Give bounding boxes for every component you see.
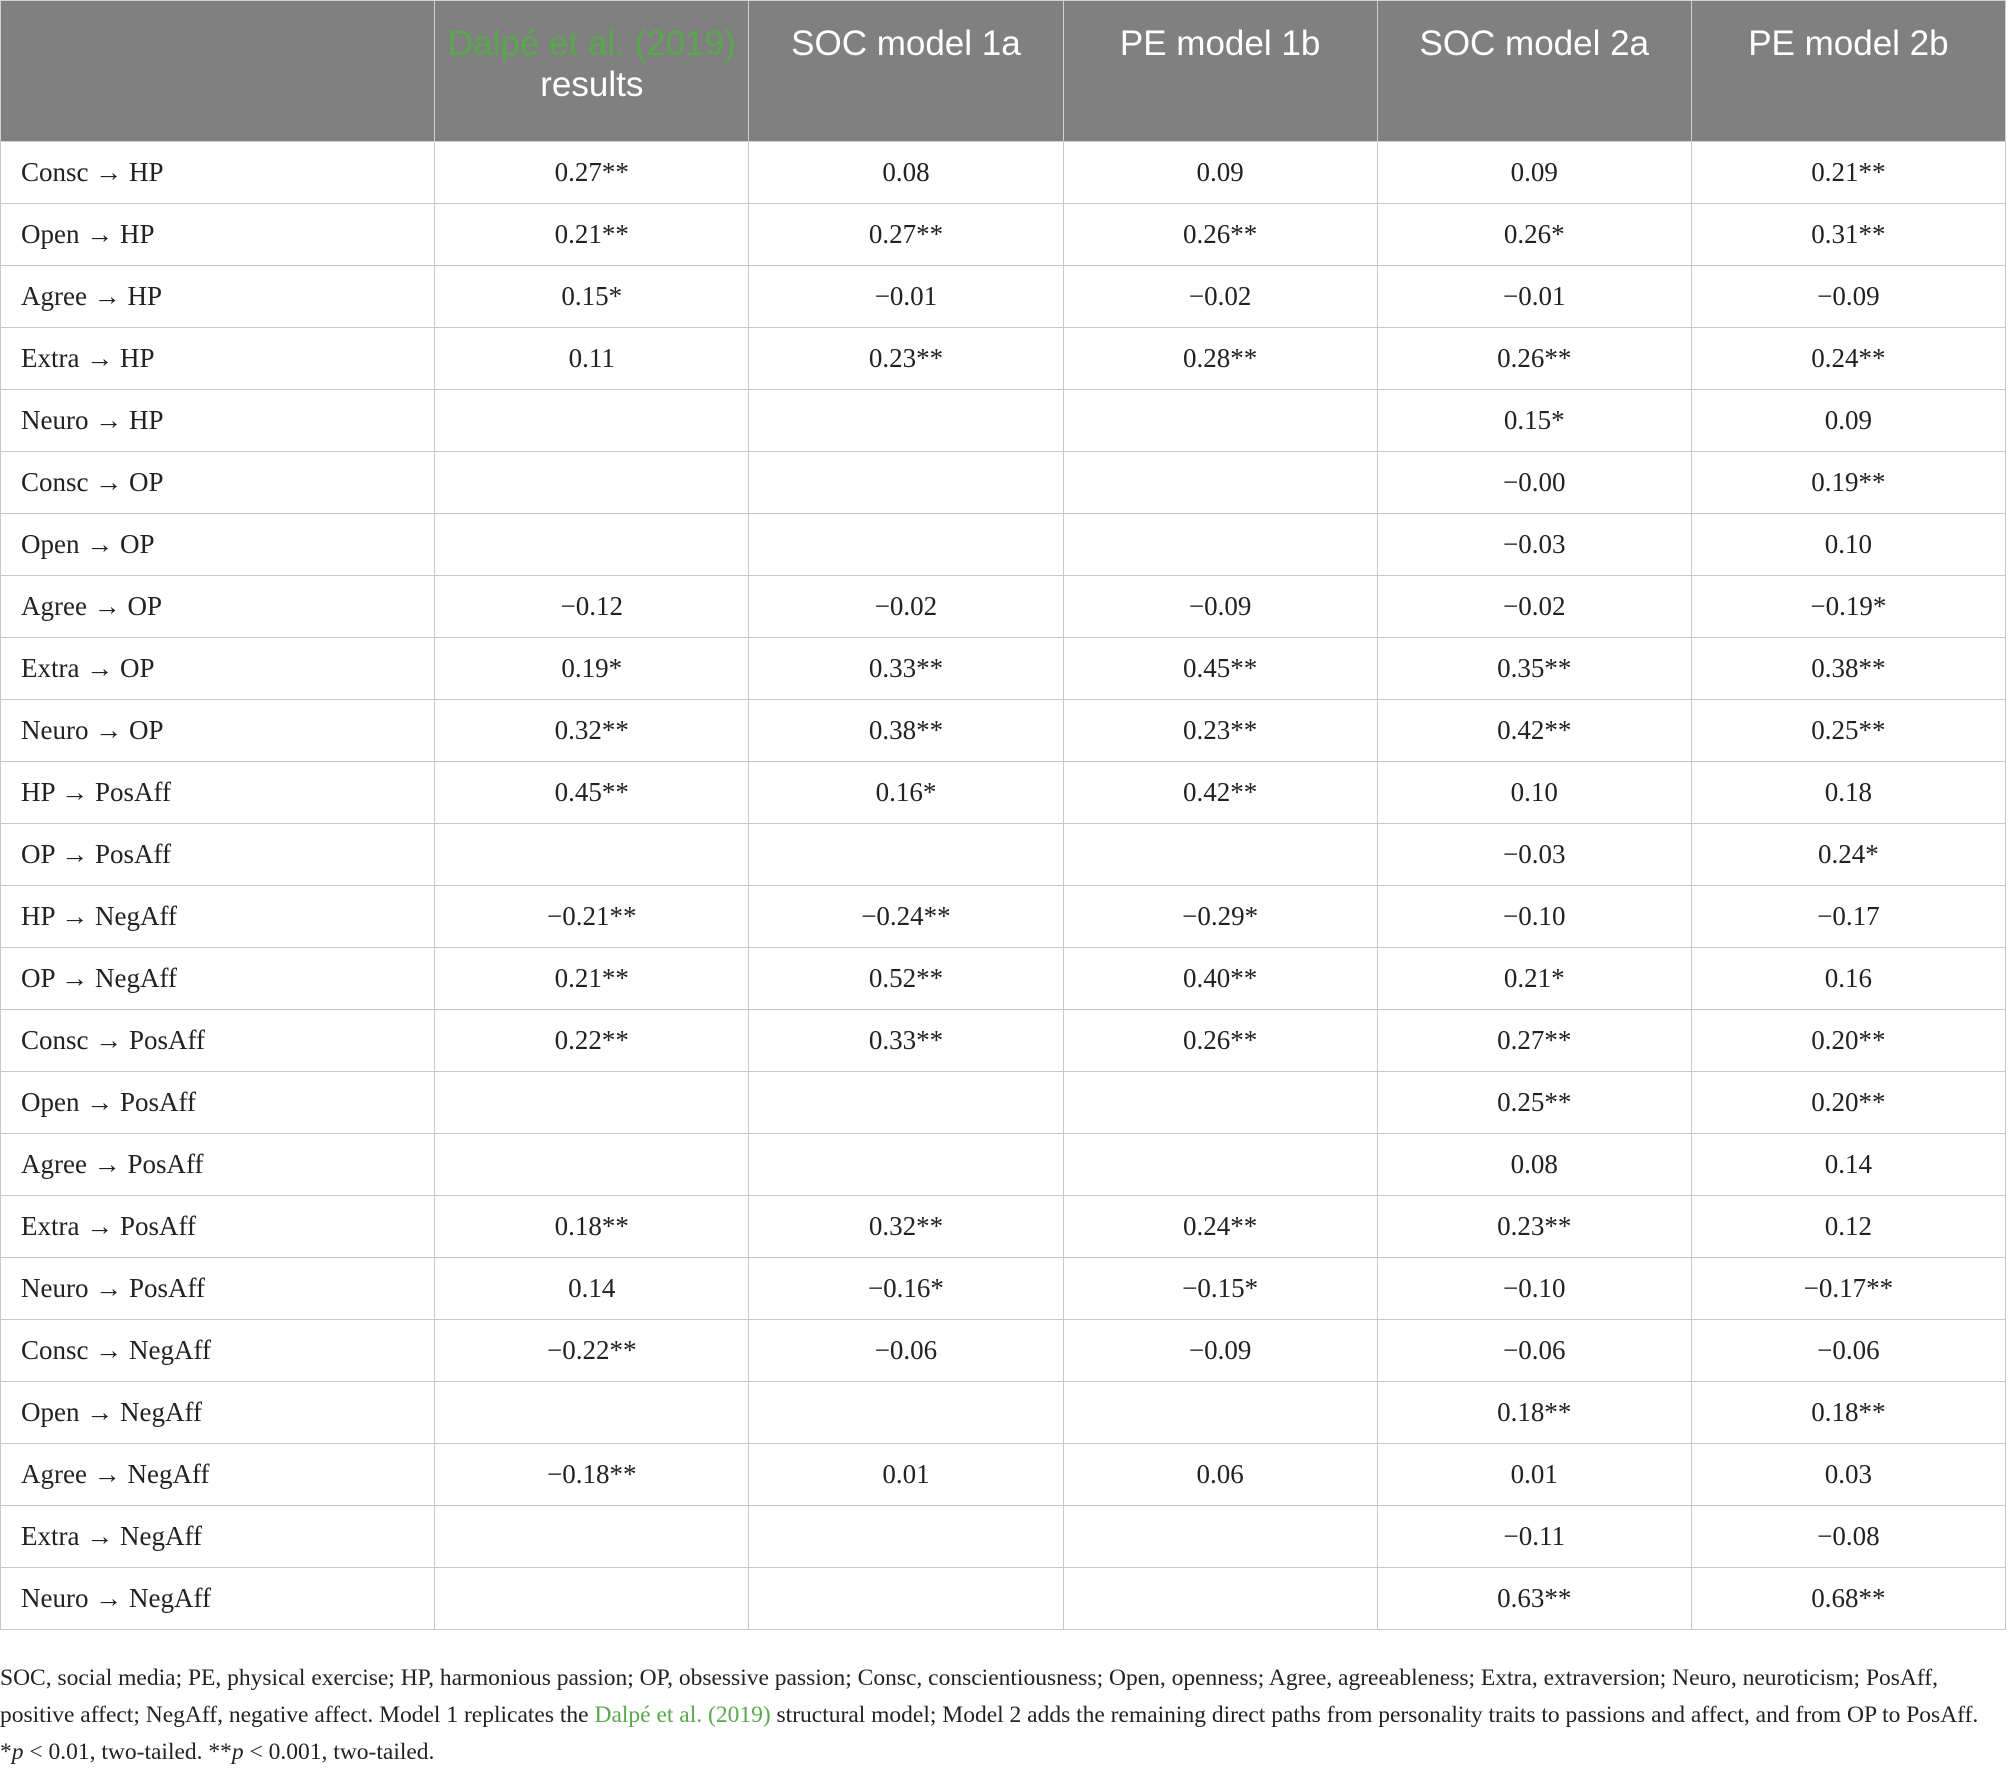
dalpe-value-cell: 0.45** (435, 762, 749, 824)
pe-1b-value-cell: −0.09 (1063, 576, 1377, 638)
dalpe-value-cell (435, 1382, 749, 1444)
dalpe-value-cell: 0.15* (435, 266, 749, 328)
soc-2a-value-cell: 0.63** (1377, 1568, 1691, 1630)
path-cell: Open → NegAff (1, 1382, 435, 1444)
path-cell: Open → HP (1, 204, 435, 266)
soc-2a-value-cell: 0.01 (1377, 1444, 1691, 1506)
dalpe-value-cell (435, 1506, 749, 1568)
table-row (1, 762, 2006, 824)
path-cell: Neuro → OP (1, 700, 435, 762)
pe-1b-value-cell: −0.02 (1063, 266, 1377, 328)
soc-2a-value-cell: 0.15* (1377, 390, 1691, 452)
dalpe-value-cell: −0.18** (435, 1444, 749, 1506)
soc-2a-value-cell: −0.10 (1377, 1258, 1691, 1320)
table-row (1, 1320, 2006, 1382)
footnote-significance-2: < 0.001, two-tailed. (243, 1739, 435, 1765)
soc-1a-value-cell: 0.52** (749, 948, 1063, 1010)
table-row (1, 886, 2006, 948)
soc-2a-value-cell: −0.11 (1377, 1506, 1691, 1568)
footnote-significance-1: < 0.01, two-tailed. ** (23, 1739, 232, 1765)
table-row (1, 142, 2006, 204)
table-row (1, 514, 2006, 576)
soc-2a-value-cell: 0.27** (1377, 1010, 1691, 1072)
soc-2a-value-cell: −0.00 (1377, 452, 1691, 514)
header-soc-model-2a: SOC model 2a (1377, 1, 1691, 142)
path-cell: Neuro → HP (1, 390, 435, 452)
path-cell: OP → PosAff (1, 824, 435, 886)
path-cell: HP → PosAff (1, 762, 435, 824)
path-cell: Extra → HP (1, 328, 435, 390)
dalpe-value-cell: 0.14 (435, 1258, 749, 1320)
soc-1a-value-cell: 0.32** (749, 1196, 1063, 1258)
soc-2a-value-cell: 0.35** (1377, 638, 1691, 700)
pe-2b-value-cell: −0.19* (1691, 576, 2005, 638)
soc-2a-value-cell: 0.25** (1377, 1072, 1691, 1134)
dalpe-value-cell: −0.22** (435, 1320, 749, 1382)
pe-1b-value-cell: −0.09 (1063, 1320, 1377, 1382)
soc-2a-value-cell: 0.21* (1377, 948, 1691, 1010)
pe-2b-value-cell: 0.18 (1691, 762, 2005, 824)
path-cell: OP → NegAff (1, 948, 435, 1010)
soc-1a-value-cell (749, 1506, 1063, 1568)
pe-1b-value-cell (1063, 1568, 1377, 1630)
pe-2b-value-cell: 0.18** (1691, 1382, 2005, 1444)
dalpe-value-cell: −0.12 (435, 576, 749, 638)
header-citation-link[interactable]: Dalpé et al. (2019) (447, 24, 736, 63)
soc-1a-value-cell: −0.06 (749, 1320, 1063, 1382)
header-pe-model-2b: PE model 2b (1691, 1, 2005, 142)
path-cell: Neuro → NegAff (1, 1568, 435, 1630)
dalpe-value-cell (435, 1072, 749, 1134)
soc-1a-value-cell (749, 1134, 1063, 1196)
table-row (1, 948, 2006, 1010)
pe-2b-value-cell: 0.24* (1691, 824, 2005, 886)
table-row (1, 1258, 2006, 1320)
path-cell: Extra → PosAff (1, 1196, 435, 1258)
pe-2b-value-cell: 0.20** (1691, 1010, 2005, 1072)
pe-2b-value-cell: 0.12 (1691, 1196, 2005, 1258)
pe-1b-value-cell: 0.24** (1063, 1196, 1377, 1258)
footnote-abbreviations: SOC, social media; PE, physical exercise; HP, harmonious passion; OP, obsessive passion; Consc, conscientiousness; Open, openness; Agree, agreeableness; Extra, extraversion; Neuro, neuroticism; PosAff, positive affect; NegAff, negative affect. Model 1 replicates the (0, 1665, 1938, 1728)
table-row (1, 1196, 2006, 1258)
table-row (1, 204, 2006, 266)
path-cell: Agree → OP (1, 576, 435, 638)
soc-1a-value-cell (749, 824, 1063, 886)
pe-2b-value-cell: −0.17 (1691, 886, 2005, 948)
pe-1b-value-cell (1063, 390, 1377, 452)
footnote-model-description: structural model; Model 2 adds the remaining direct paths from personality traits to passions and affect, and from OP to PosAff. * (0, 1702, 1979, 1765)
dalpe-value-cell: 0.21** (435, 204, 749, 266)
soc-2a-value-cell: −0.06 (1377, 1320, 1691, 1382)
pe-1b-value-cell: 0.40** (1063, 948, 1377, 1010)
soc-1a-value-cell (749, 1382, 1063, 1444)
soc-2a-value-cell: 0.09 (1377, 142, 1691, 204)
soc-1a-value-cell: 0.08 (749, 142, 1063, 204)
header-soc-model-1a: SOC model 1a (749, 1, 1063, 142)
table-row (1, 1444, 2006, 1506)
pe-1b-value-cell (1063, 1382, 1377, 1444)
pe-2b-value-cell: 0.38** (1691, 638, 2005, 700)
soc-1a-value-cell: 0.16* (749, 762, 1063, 824)
dalpe-value-cell: 0.21** (435, 948, 749, 1010)
dalpe-value-cell: 0.19* (435, 638, 749, 700)
soc-2a-value-cell: −0.10 (1377, 886, 1691, 948)
pe-1b-value-cell: 0.23** (1063, 700, 1377, 762)
path-cell: Extra → NegAff (1, 1506, 435, 1568)
soc-1a-value-cell: −0.16* (749, 1258, 1063, 1320)
pe-2b-value-cell: −0.06 (1691, 1320, 2005, 1382)
soc-2a-value-cell: 0.26** (1377, 328, 1691, 390)
path-cell: Consc → OP (1, 452, 435, 514)
table-row (1, 1382, 2006, 1444)
soc-2a-value-cell: −0.03 (1377, 514, 1691, 576)
table-header (1, 1, 2006, 142)
path-cell: Extra → OP (1, 638, 435, 700)
pe-1b-value-cell: 0.09 (1063, 142, 1377, 204)
pe-2b-value-cell: 0.10 (1691, 514, 2005, 576)
soc-2a-value-cell: 0.26* (1377, 204, 1691, 266)
soc-2a-value-cell: 0.18** (1377, 1382, 1691, 1444)
pe-2b-value-cell: 0.09 (1691, 390, 2005, 452)
soc-1a-value-cell: 0.27** (749, 204, 1063, 266)
table-row (1, 390, 2006, 452)
dalpe-value-cell (435, 452, 749, 514)
table-row (1, 266, 2006, 328)
dalpe-value-cell (435, 1568, 749, 1630)
footnote-p-symbol: p (11, 1739, 24, 1765)
soc-2a-value-cell: 0.08 (1377, 1134, 1691, 1196)
path-cell: Agree → HP (1, 266, 435, 328)
pe-1b-value-cell: 0.28** (1063, 328, 1377, 390)
dalpe-value-cell: 0.27** (435, 142, 749, 204)
footnote-citation-link[interactable]: Dalpé et al. (2019) (594, 1702, 771, 1728)
table-row (1, 576, 2006, 638)
pe-1b-value-cell (1063, 1072, 1377, 1134)
table-row (1, 328, 2006, 390)
pe-1b-value-cell: 0.06 (1063, 1444, 1377, 1506)
table-row (1, 700, 2006, 762)
path-cell: Agree → PosAff (1, 1134, 435, 1196)
dalpe-value-cell: −0.21** (435, 886, 749, 948)
header-row (1, 1, 2006, 142)
dalpe-value-cell: 0.18** (435, 1196, 749, 1258)
path-cell: Neuro → PosAff (1, 1258, 435, 1320)
pe-2b-value-cell: −0.17** (1691, 1258, 2005, 1320)
path-cell: HP → NegAff (1, 886, 435, 948)
soc-2a-value-cell: 0.10 (1377, 762, 1691, 824)
table-row (1, 824, 2006, 886)
header-pe-model-1b: PE model 1b (1063, 1, 1377, 142)
pe-1b-value-cell: 0.42** (1063, 762, 1377, 824)
pe-2b-value-cell: 0.03 (1691, 1444, 2005, 1506)
pe-2b-value-cell: 0.31** (1691, 204, 2005, 266)
table-row (1, 1506, 2006, 1568)
table-body (1, 142, 2006, 1630)
dalpe-value-cell (435, 390, 749, 452)
dalpe-value-cell: 0.11 (435, 328, 749, 390)
pe-1b-value-cell: 0.26** (1063, 204, 1377, 266)
table-row (1, 1568, 2006, 1630)
soc-2a-value-cell: 0.23** (1377, 1196, 1691, 1258)
dalpe-value-cell: 0.32** (435, 700, 749, 762)
soc-1a-value-cell (749, 390, 1063, 452)
pe-2b-value-cell: 0.68** (1691, 1568, 2005, 1630)
header-dalpe-results (435, 1, 749, 142)
soc-1a-value-cell: −0.02 (749, 576, 1063, 638)
table-row (1, 1010, 2006, 1072)
soc-1a-value-cell: 0.38** (749, 700, 1063, 762)
dalpe-value-cell (435, 824, 749, 886)
dalpe-value-cell (435, 1134, 749, 1196)
pe-2b-value-cell: −0.09 (1691, 266, 2005, 328)
pe-2b-value-cell: 0.20** (1691, 1072, 2005, 1134)
soc-1a-value-cell (749, 1072, 1063, 1134)
soc-1a-value-cell (749, 514, 1063, 576)
path-cell: Consc → HP (1, 142, 435, 204)
path-cell: Open → OP (1, 514, 435, 576)
pe-2b-value-cell: −0.08 (1691, 1506, 2005, 1568)
pe-1b-value-cell (1063, 824, 1377, 886)
pe-1b-value-cell: 0.26** (1063, 1010, 1377, 1072)
pe-1b-value-cell (1063, 514, 1377, 576)
pe-1b-value-cell (1063, 1506, 1377, 1568)
pe-1b-value-cell: 0.45** (1063, 638, 1377, 700)
pe-2b-value-cell: 0.21** (1691, 142, 2005, 204)
path-cell: Consc → NegAff (1, 1320, 435, 1382)
table-row (1, 638, 2006, 700)
soc-2a-value-cell: −0.01 (1377, 266, 1691, 328)
soc-1a-value-cell: 0.33** (749, 638, 1063, 700)
dalpe-value-cell (435, 514, 749, 576)
pe-1b-value-cell (1063, 452, 1377, 514)
table-row (1, 1072, 2006, 1134)
soc-1a-value-cell (749, 452, 1063, 514)
header-results-label: results (540, 65, 644, 104)
soc-2a-value-cell: −0.03 (1377, 824, 1691, 886)
soc-1a-value-cell: −0.24** (749, 886, 1063, 948)
soc-1a-value-cell: 0.23** (749, 328, 1063, 390)
header-path (1, 1, 435, 142)
dalpe-value-cell: 0.22** (435, 1010, 749, 1072)
table-row (1, 452, 2006, 514)
path-cell: Open → PosAff (1, 1072, 435, 1134)
pe-2b-value-cell: 0.19** (1691, 452, 2005, 514)
pe-1b-value-cell: −0.29* (1063, 886, 1377, 948)
soc-1a-value-cell: 0.33** (749, 1010, 1063, 1072)
pe-2b-value-cell: 0.25** (1691, 700, 2005, 762)
pe-2b-value-cell: 0.14 (1691, 1134, 2005, 1196)
table-footnote (0, 1660, 2004, 1771)
pe-1b-value-cell (1063, 1134, 1377, 1196)
table-row (1, 1134, 2006, 1196)
soc-2a-value-cell: −0.02 (1377, 576, 1691, 638)
pe-2b-value-cell: 0.24** (1691, 328, 2005, 390)
soc-1a-value-cell (749, 1568, 1063, 1630)
pe-1b-value-cell: −0.15* (1063, 1258, 1377, 1320)
footnote-p-symbol: p (231, 1739, 244, 1765)
pe-2b-value-cell: 0.16 (1691, 948, 2005, 1010)
soc-2a-value-cell: 0.42** (1377, 700, 1691, 762)
path-cell: Agree → NegAff (1, 1444, 435, 1506)
soc-1a-value-cell: −0.01 (749, 266, 1063, 328)
soc-1a-value-cell: 0.01 (749, 1444, 1063, 1506)
path-cell: Consc → PosAff (1, 1010, 435, 1072)
